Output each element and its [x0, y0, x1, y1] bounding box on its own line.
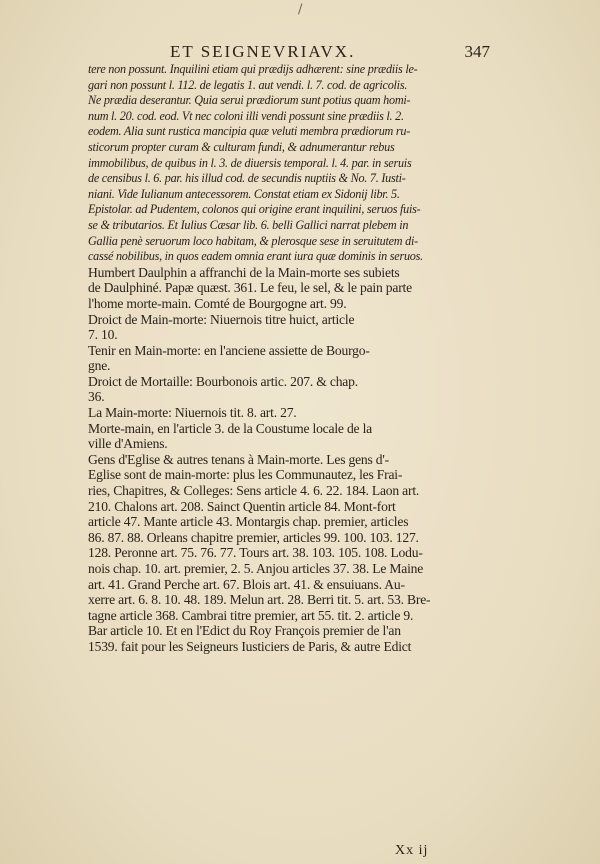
french-text-line: La Main-morte: Niuernois tit. 8. art. 27.: [88, 405, 297, 421]
latin-note-line: gari non possunt l. 112. de legatis 1. aut vendi. l. 7. cod. de agricolis.: [88, 77, 408, 92]
signature-mark: Xx ij: [395, 843, 429, 858]
latin-note-line: Epistolar. ad Pudentem, colonos qui origine erant inquilini, seruos fuis-: [88, 202, 421, 217]
text-block: [88, 62, 488, 655]
french-text-line: xerre art. 6. 8. 10. 48. 189. Melun art. 28. Berri tit. 5. art. 53. Bre-: [88, 592, 431, 608]
french-text-line: Bar article 10. Et en l'Edict du Roy François premier de l'an: [88, 623, 401, 639]
french-text-line: l'home morte-main. Comté de Bourgogne art. 99.: [88, 295, 347, 311]
latin-note-line: Ne prædia deserantur. Quia serui prædiorum sunt potius quam homi-: [88, 93, 411, 108]
french-text-line: tagne article 368. Cambrai titre premier, art 55. tit. 2. article 9.: [88, 607, 414, 623]
french-text-line: article 47. Mante article 43. Montargis chap. premier, articles: [88, 514, 409, 530]
french-text-line: Droict de Main-morte: Niuernois titre huict, article: [88, 311, 355, 327]
latin-note-line: sticorum propter curam & culturam fundi, & adnumerantur rebus: [88, 139, 395, 154]
latin-note-line: se & tributarios. Et Iulius Cæsar lib. 6. belli Gallici narrat plebem in: [88, 217, 409, 232]
french-text-line: 128. Peronne art. 75. 76. 77. Tours art. 38. 103. 105. 108. Lodu-: [88, 545, 423, 561]
french-text-line: de Daulphiné. Papæ quæst. 361. Le feu, le sel, & le pain parte: [88, 280, 412, 296]
french-text-line: art. 41. Grand Perche art. 67. Blois art. 41. & ensuiuans. Au-: [88, 576, 405, 592]
french-text-line: 86. 87. 88. Orleans chapitre premier, articles 99. 100. 103. 127.: [88, 529, 419, 545]
french-text-line: ville d'Amiens.: [88, 436, 168, 452]
french-text-line: nois chap. 10. art. premier, 2. 5. Anjou articles 37. 38. Le Maine: [88, 561, 424, 576]
latin-note-line: tere non possunt. Inquilini etiam qui prædijs adhærent: sine prædiis le-: [88, 62, 418, 76]
french-text-line: Droict de Mortaille: Bourbonois artic. 207. & chap.: [88, 373, 358, 389]
french-text-line: Tenir en Main-morte: en l'anciene assiette de Bourgo-: [88, 342, 370, 358]
latin-note-line: niani. Vide Iulianum antecessorem. Constat etiam ex Sidonij libr. 5.: [88, 186, 400, 201]
pencil-mark: /: [298, 2, 303, 17]
latin-note-line: Gallia penè seruorum loco habitam, & plerosque sese in seruitutem di-: [88, 233, 418, 248]
french-text-line: 36.: [88, 389, 105, 405]
french-text-line: 7. 10.: [88, 327, 118, 343]
french-text-line: 1539. fait pour les Seigneurs Iusticiers de Paris, & autre Edict: [88, 638, 412, 654]
page-header: [170, 42, 490, 64]
french-text-line: Eglise sont de main-morte: plus les Communautez, les Frai-: [88, 467, 403, 483]
page-number: 347: [464, 42, 490, 61]
running-head: ET SEIGNEVRIAVX.: [170, 42, 356, 61]
latin-note-line: cassé nobilibus, in quos eadem omnia erant iura quæ dominis in seruos.: [88, 249, 423, 264]
french-text-line: Humbert Daulphin a affranchi de la Main-morte ses subiets: [88, 264, 400, 280]
latin-note-line: immobilibus, de quibus in l. 3. de diuersis temporal. l. 4. par. in seruis: [88, 155, 412, 170]
french-text-line: Morte-main, en l'article 3. de la Coustume locale de la: [88, 420, 372, 436]
latin-note-line: num l. 20. cod. eod. Vt nec coloni illi vendi possunt sine prædiis l. 2.: [88, 108, 404, 123]
french-text-line: gne.: [88, 358, 111, 374]
french-text-line: 210. Chalons art. 208. Sainct Quentin article 84. Mont-fort: [88, 498, 396, 514]
french-text-line: ries, Chapitres, & Colleges: Sens article 4. 6. 22. 184. Laon art.: [88, 483, 420, 499]
latin-note-line: de censibus l. 6. par. his illud cod. de secundis nuptiis & No. 7. Iusti-: [88, 171, 406, 186]
latin-note-line: eodem. Alia sunt rustica mancipia quæ veluti membra prædiorum ru-: [88, 124, 411, 139]
french-text-line: Gens d'Eglise & autres tenans à Main-morte. Les gens d'-: [88, 451, 389, 467]
